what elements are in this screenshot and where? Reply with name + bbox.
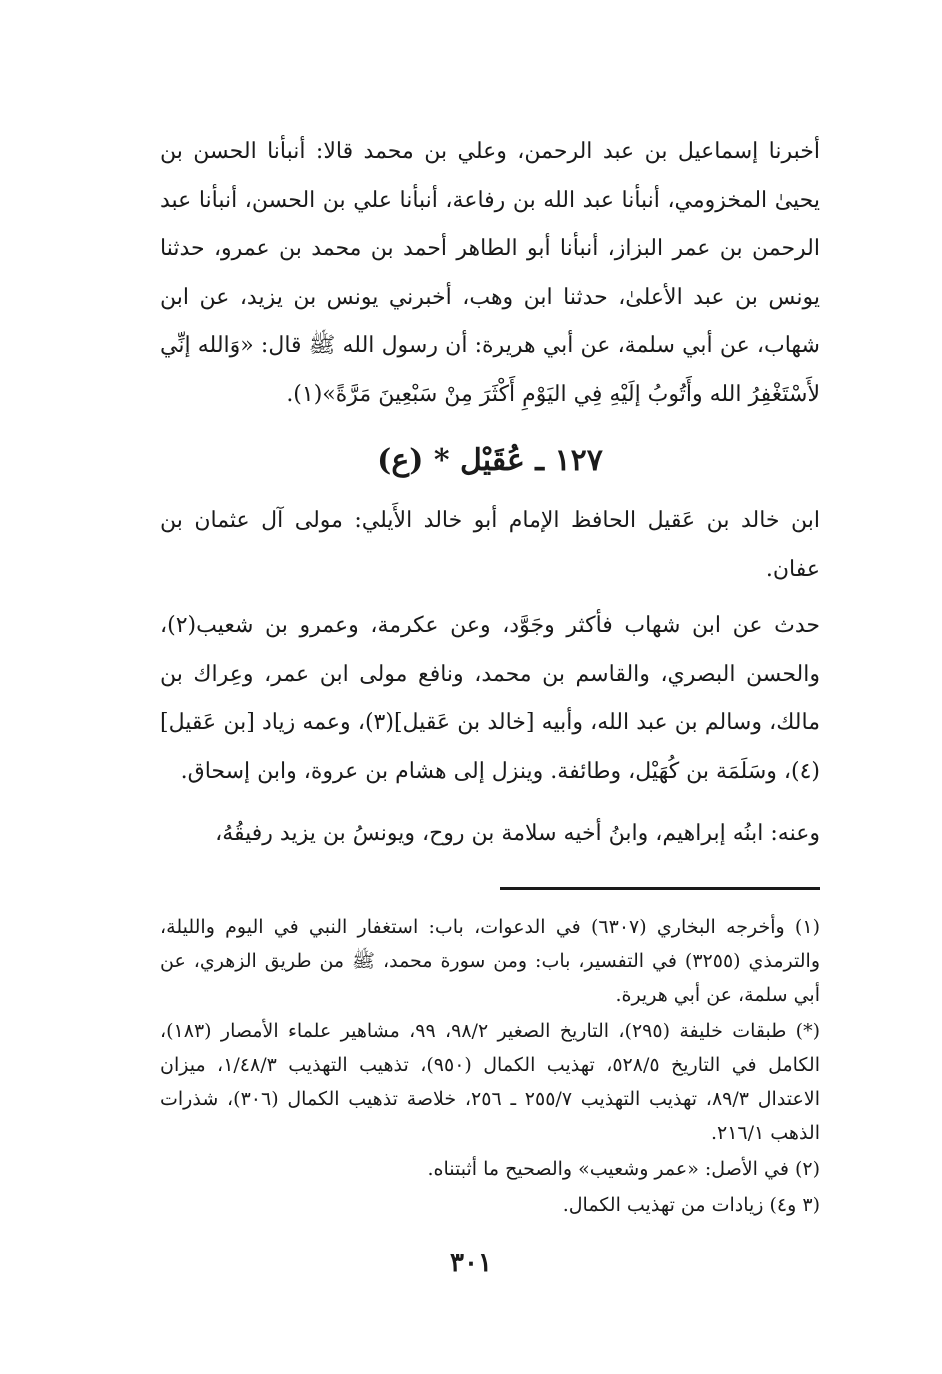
section-title: ١٢٧ ـ عُقَيْل * (ع)	[377, 443, 603, 478]
biography-narrated-from: حدث عن ابن شهاب فأكثر وجَوَّد، وعن عكرمة، وعمرو بن شعيب(٢)، والحسن البصري، والقاسم بن محمد، ونافع مولى ابن عمر، وعِراك بن مالك، وسالم بن عبد الله، وأبيه [خالد بن عَقيل](٣)، وعمه زياد [بن عَقيل](٤)، وسَلَمَة بن كُهَيْل، وطائفة. وينزل إلى هشام بن عروة، وابن إسحاق.	[160, 613, 820, 784]
footnote: (*) طبقات خليفة (٢٩٥)، التاريخ الصغير ٩٨/٢، ٩٩، مشاهير علماء الأمصار (١٨٣)، الكامل في التاريخ ٥٢٨/٥، تهذيب الكمال (٩٥٠)، تذهيب التهذيب ١/٤٨/٣، ميزان الاعتدال ٨٩/٣، تهذيب التهذيب ٢٥٥/٧ ـ ٢٥٦، خلاصة تذهيب الكمال (٣٠٦)، شذرات الذهب ٢١٦/١.	[160, 1019, 821, 1144]
footnotes	[160, 910, 820, 1222]
footnote: (١) وأخرجه البخاري (٦٣٠٧) في الدعوات، باب: استغفار النبي في اليوم والليلة، والترمذي (٣٢٥٥) في التفسير، باب: ومن سورة محمد، ﷺ من طريق الزهري، عن أبي سلمة، عن أبي هريرة.	[160, 915, 821, 1006]
biography-narrated-by: وعنه: ابنُه إبراهيم، وابنُ أخيه سلامة بن روح، ويونسُ بن يزيد رفيقُهُ،	[215, 821, 820, 846]
footnote: (٢) في الأصل: «عمر وشعيب» والصحيح ما أثبتناه.	[427, 1157, 820, 1180]
page-number: ٣٠١	[450, 1248, 492, 1278]
hadith-paragraph: أخبرنا إسماعيل بن عبد الرحمن، وعلي بن محمد قالا: أنبأنا الحسن بن يحيىٰ المخزومي، أنبأنا عبد الله بن رفاعة، أنبأنا علي بن الحسن، أنبأنا عبد الرحمن بن عمر البزاز، أنبأنا أبو الطاهر أحمد بن محمد بن عمرو، حدثنا يونس بن عبد الأعلىٰ، حدثنا ابن وهب، أخبرني يونس بن يزيد، عن ابن شهاب، عن أبي سلمة، عن أبي هريرة: أن رسول الله ﷺ قال: «وَالله إنِّي لأَسْتَغْفِرُ الله وأَتُوبُ إلَيْهِ فِي اليَوْمِ أَكْثَرَ مِنْ سَبْعِينَ مَرَّةً»(١).	[160, 139, 820, 407]
book-page	[160, 128, 820, 1222]
biography-intro: ابن خالد بن عَقيل الحافظ الإمام أبو خالد الأَيلي: مولى آل عثمان بن عفان.	[160, 508, 820, 582]
footnote: (٣ و٤) زيادات من تهذيب الكمال.	[562, 1193, 820, 1216]
footnote-divider	[500, 887, 820, 890]
